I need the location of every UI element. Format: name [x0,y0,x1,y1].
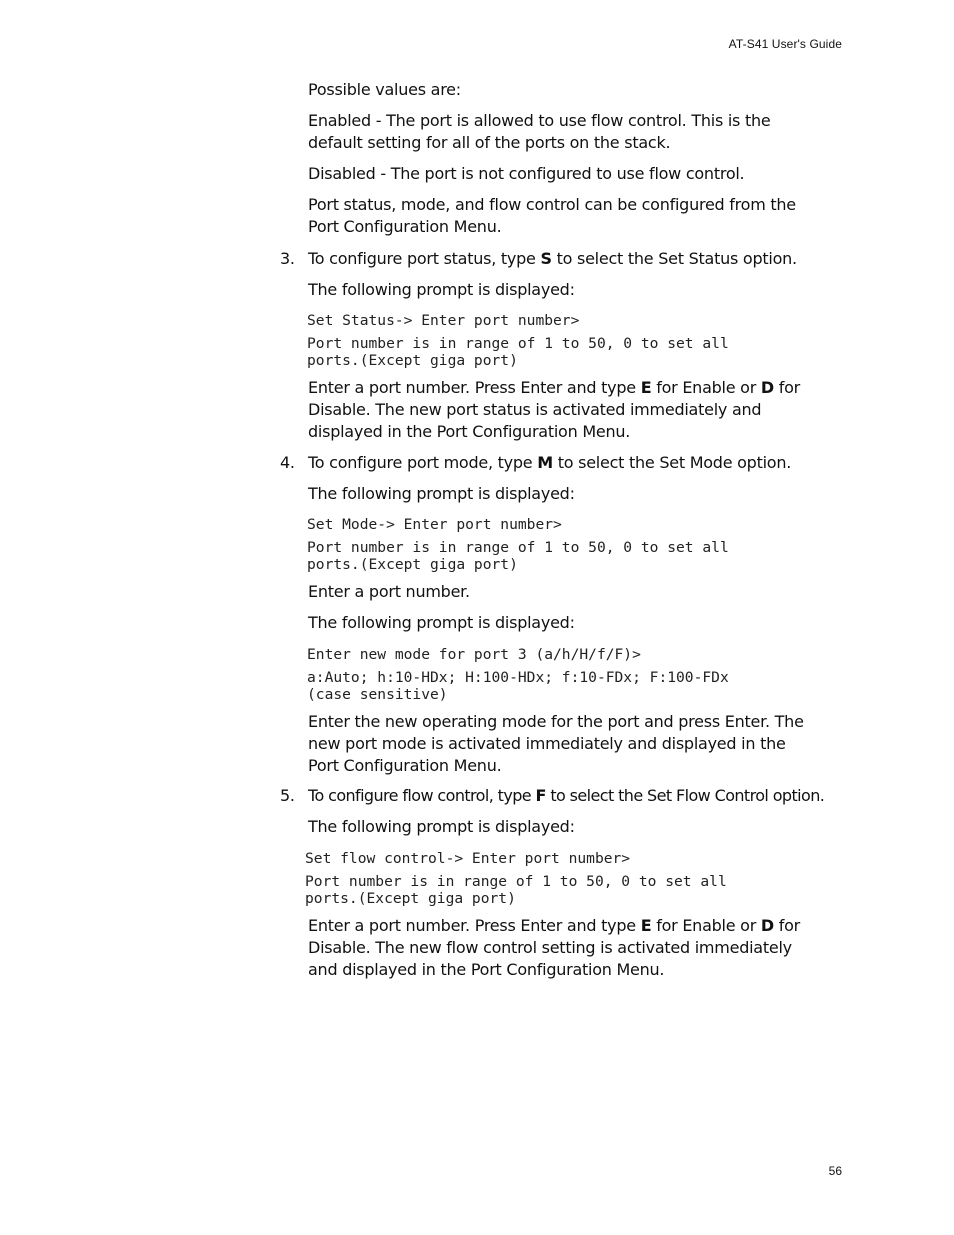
paragraph-disabled: Disabled - The port is not configured to use flow control. [308,164,745,183]
step-number: 3. [280,249,295,268]
code-prompt: Set flow control-> Enter port number> [305,850,631,867]
page-number: 56 [828,1164,842,1178]
running-header: AT-S41 User's Guide [728,37,842,51]
paragraph-enabled: Enabled - The port is allowed to use flow control. This is the default setting for all of the ports on the stack. [308,111,771,152]
code-range: Port number is in range of 1 to 50, 0 to set all ports.(Except giga port) [307,539,729,573]
code-prompt: Set Status-> Enter port number> [307,312,580,329]
code-prompt: Set Mode-> Enter port number> [307,516,562,533]
key-f: F [535,786,546,805]
step-5-result: Enter a port number. Press Enter and type E for Enable or D for Disable. The new flow control setting is activated immediately and displayed in the Port Configuration Menu. [308,916,800,979]
code-range: Port number is in range of 1 to 50, 0 to set all ports.(Except giga port) [305,873,727,907]
key-e: E [640,378,652,397]
step-4-instruction: To configure port mode, type M to select the Set Mode option. [308,453,792,472]
step-3-instruction: To configure port status, type S to select the Set Status option. [308,249,797,268]
code-mode-options: a:Auto; h:10-HDx; H:100-HDx; f:10-FDx; F:100-FDx (case sensitive) [307,669,729,703]
prompt-intro: The following prompt is displayed: [308,484,575,503]
step-3-result: Enter a port number. Press Enter and type E for Enable or D for Disable. The new port status is activated immediately and displayed in the Port Configuration Menu. [308,378,800,441]
prompt-intro: The following prompt is displayed: [308,817,575,836]
paragraph-enter-port: Enter a port number. [308,582,470,601]
key-d: D [760,916,774,935]
step-5-instruction: To configure flow control, type F to select the Set Flow Control option. [308,786,825,805]
paragraph-possible-values: Possible values are: [308,80,461,99]
prompt-intro: The following prompt is displayed: [308,613,575,632]
code-mode-prompt: Enter new mode for port 3 (a/h/H/f/F)> [307,646,641,663]
step-number: 4. [280,453,295,472]
key-d: D [760,378,774,397]
paragraph-port-config: Port status, mode, and flow control can be configured from the Port Configuration Menu. [308,195,796,236]
key-m: M [537,453,553,472]
code-range: Port number is in range of 1 to 50, 0 to set all ports.(Except giga port) [307,335,729,369]
prompt-intro: The following prompt is displayed: [308,280,575,299]
step-number: 5. [280,786,295,805]
step-4-result: Enter the new operating mode for the port and press Enter. The new port mode is activated immediately and displayed in the Port Configuration Menu. [308,712,804,775]
key-s: S [540,249,552,268]
key-e: E [640,916,652,935]
